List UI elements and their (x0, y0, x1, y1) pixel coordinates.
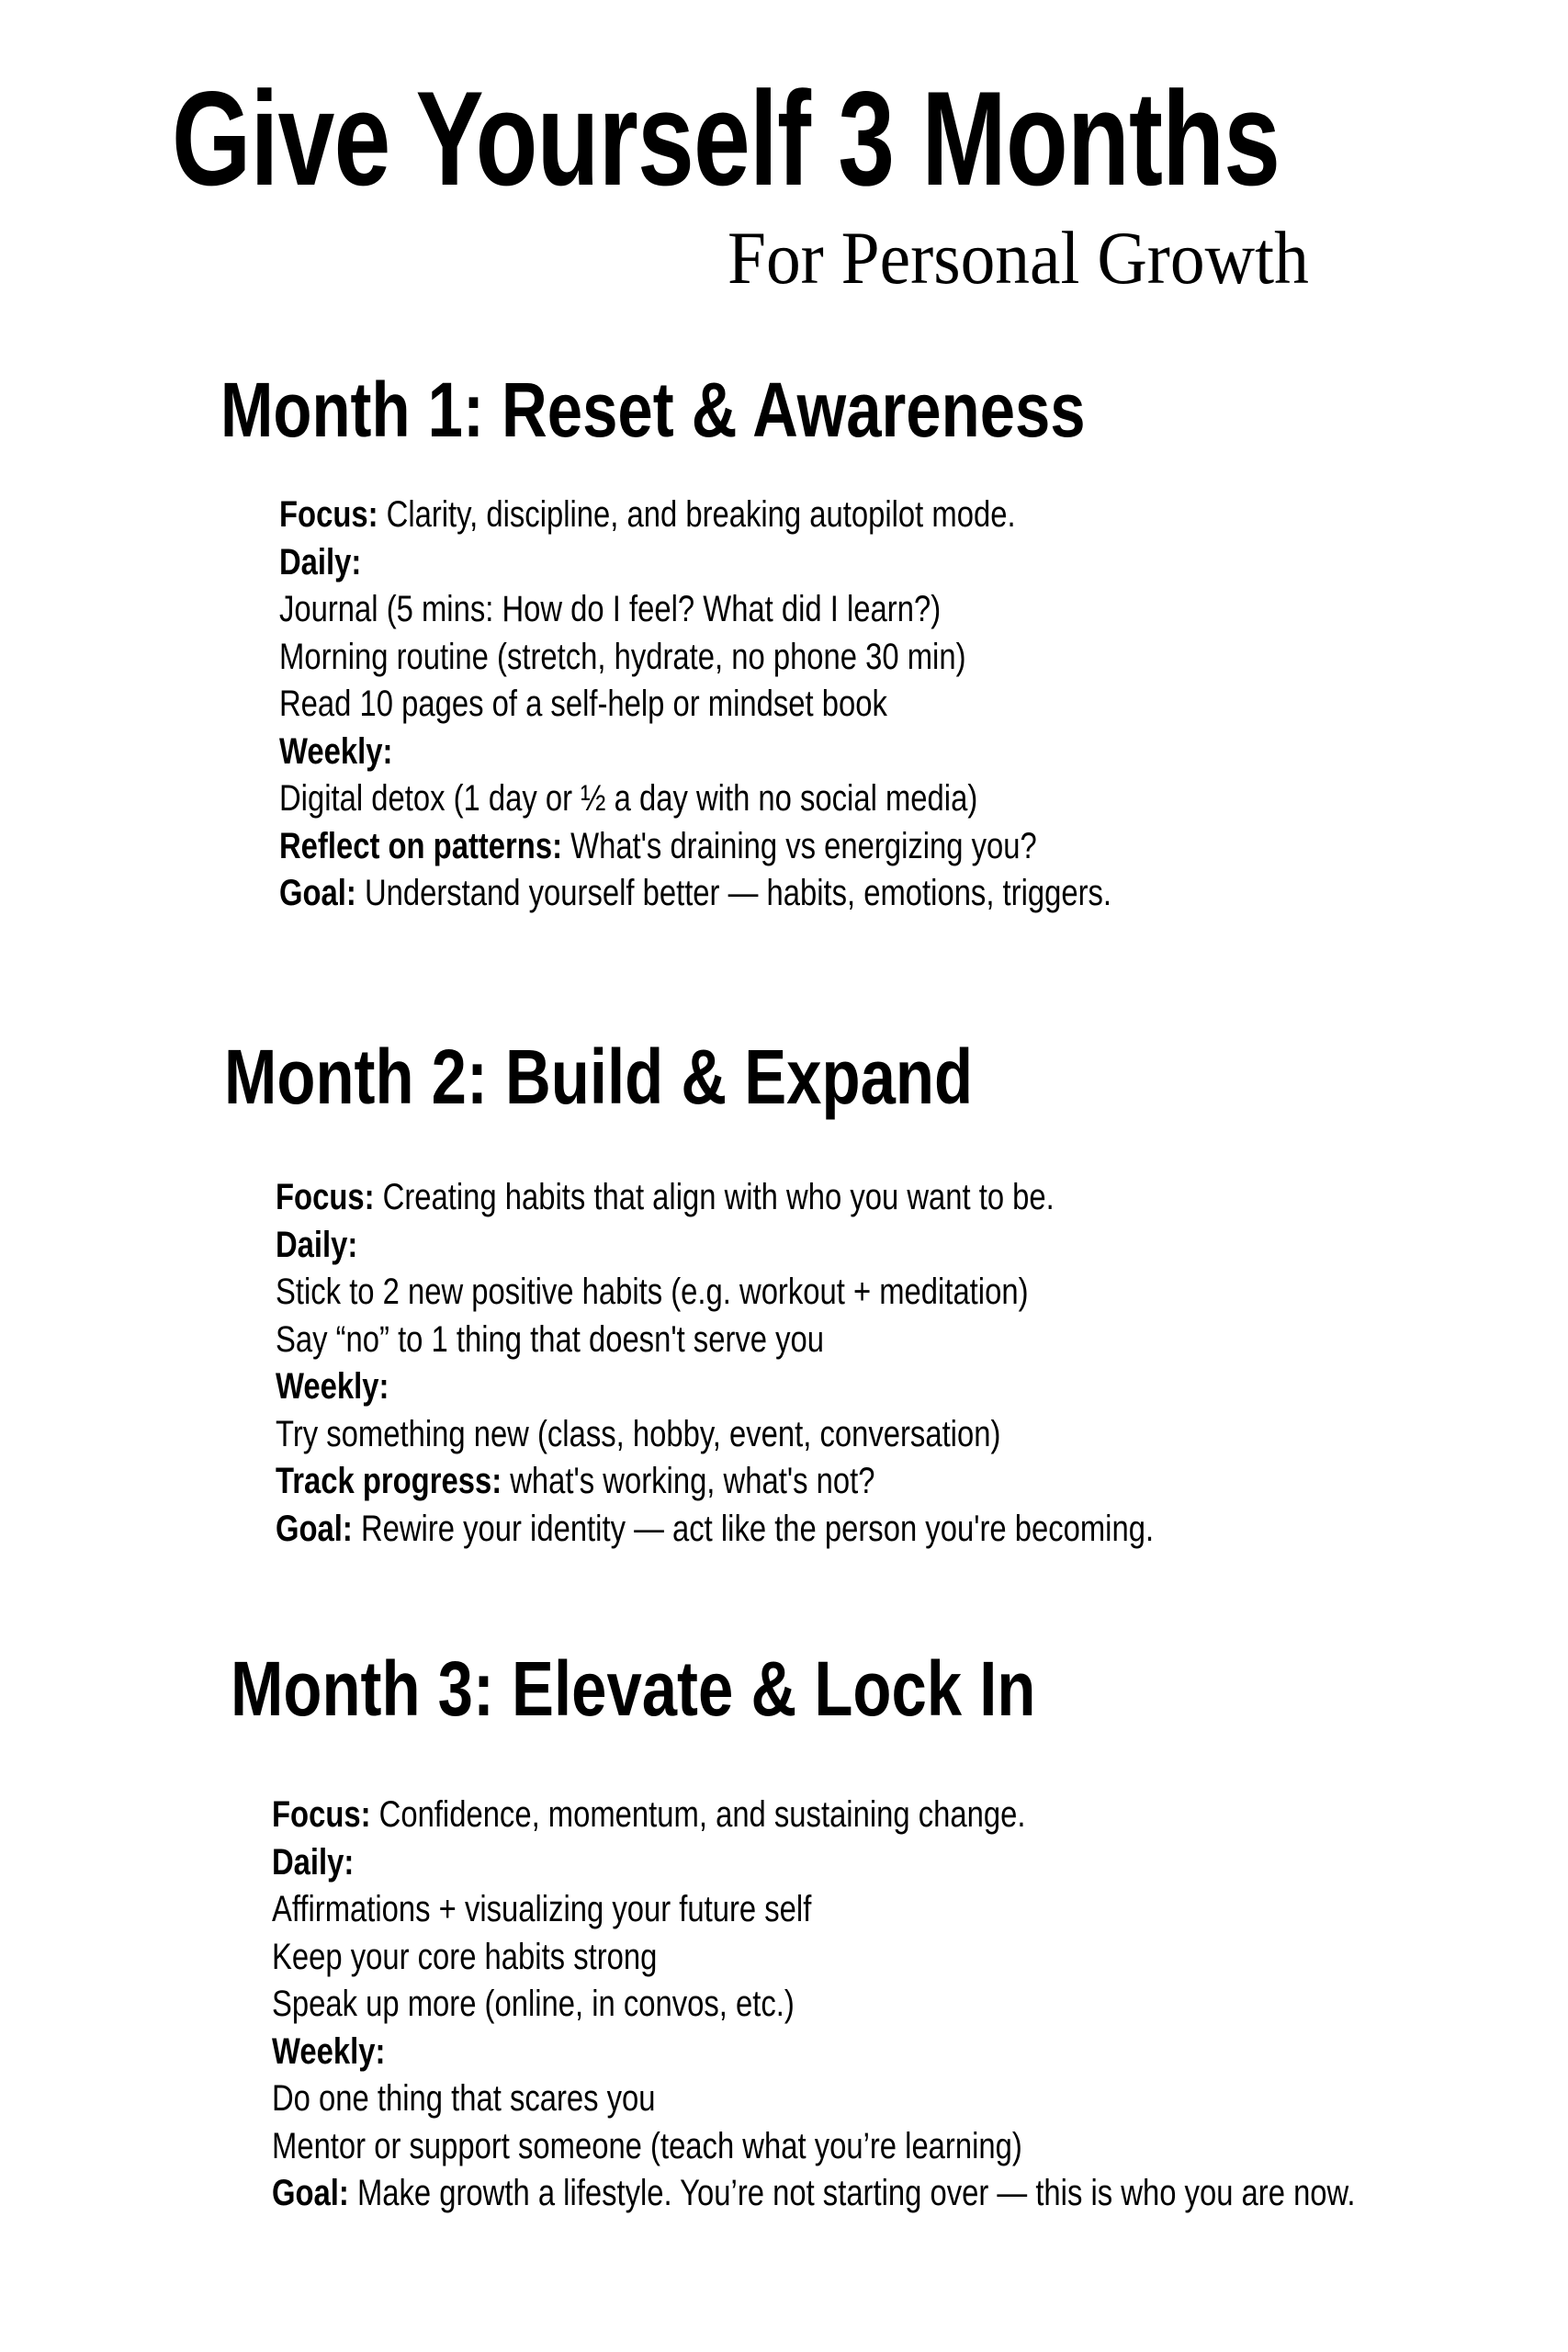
month-1-body (279, 492, 1111, 918)
list-item (276, 1174, 1154, 1222)
list-item (279, 492, 1111, 539)
page-subtitle: For Personal Growth (728, 216, 1309, 300)
item-text: Journal (5 mins: How do I feel? What did I learn?) (279, 589, 942, 629)
item-label: Daily: (279, 541, 362, 582)
item-label: Goal: (272, 2173, 349, 2213)
item-text: Stick to 2 new positive habits (e.g. workout + meditation) (276, 1272, 1029, 1312)
item-text: Make growth a lifestyle. You’re not starting over — this is who you are now. (348, 2173, 1356, 2213)
item-text: Speak up more (online, in convos, etc.) (272, 1984, 795, 2024)
item-text: Digital detox (1 day or ½ a day with no social media) (279, 778, 978, 819)
item-label: Goal: (279, 873, 356, 913)
item-text: Say “no” to 1 thing that doesn't serve you (276, 1318, 825, 1360)
list-item (276, 1411, 1154, 1459)
list-item (279, 586, 1111, 634)
list-item (272, 2029, 1356, 2076)
list-item (276, 1317, 1154, 1364)
item-label: Focus: (272, 1794, 371, 1835)
item-text: Confidence, momentum, and sustaining change. (370, 1794, 1026, 1835)
item-label: Weekly: (279, 730, 393, 772)
list-item (279, 634, 1111, 682)
item-text: Rewire your identity — act like the person you're becoming. (352, 1508, 1155, 1549)
list-item (279, 681, 1111, 729)
list-item (276, 1222, 1154, 1270)
item-text: Affirmations + visualizing your future self (272, 1889, 812, 1929)
item-text: Understand yourself better — habits, emotions, triggers. (355, 873, 1112, 913)
item-label: Focus: (276, 1177, 375, 1217)
item-label: Track progress: (276, 1461, 502, 1501)
item-text: Read 10 pages of a self-help or mindset book (279, 684, 887, 724)
list-item (276, 1458, 1154, 1506)
item-text: Mentor or support someone (teach what you’re learning) (272, 2125, 1022, 2166)
list-item (272, 1981, 1356, 2029)
month-1-heading: Month 1: Reset & Awareness (220, 367, 1086, 453)
list-item (279, 729, 1111, 776)
item-text: Try something new (class, hobby, event, conversation) (276, 1413, 1001, 1454)
list-item (276, 1269, 1154, 1317)
item-text: What's draining vs energizing you? (561, 825, 1037, 866)
item-label: Focus: (279, 494, 378, 535)
item-label: Daily: (276, 1224, 358, 1265)
list-item (272, 2123, 1356, 2171)
list-item (276, 1363, 1154, 1411)
list-item (279, 539, 1111, 587)
item-text: Do one thing that scares you (272, 2078, 656, 2119)
list-item (279, 775, 1111, 823)
list-item (272, 2170, 1356, 2218)
item-label: Weekly: (276, 1366, 389, 1407)
month-3-heading: Month 3: Elevate & Lock In (231, 1645, 1036, 1732)
item-label: Reflect on patterns: (279, 825, 562, 866)
list-item (272, 2075, 1356, 2123)
item-text: Clarity, discipline, and breaking autopilot mode. (378, 494, 1016, 535)
item-text: Creating habits that align with who you want to be. (374, 1177, 1055, 1217)
list-item (276, 1506, 1154, 1554)
item-text: Keep your core habits strong (272, 1936, 658, 1977)
item-label: Weekly: (272, 2030, 386, 2072)
item-text: what's working, what's not? (502, 1461, 875, 1501)
month-2-heading: Month 2: Build & Expand (224, 1034, 974, 1120)
month-2-body (276, 1174, 1154, 1553)
list-item (272, 1839, 1356, 1887)
month-3-body (272, 1792, 1356, 2218)
list-item (279, 870, 1111, 918)
list-item (279, 823, 1111, 871)
page-title: Give Yourself 3 Months (172, 63, 1280, 213)
item-label: Goal: (276, 1508, 353, 1549)
list-item (272, 1792, 1356, 1839)
item-text: Morning routine (stretch, hydrate, no phone 30 min) (279, 636, 966, 677)
list-item (272, 1934, 1356, 1982)
item-label: Daily: (272, 1841, 355, 1883)
list-item (272, 1886, 1356, 1934)
